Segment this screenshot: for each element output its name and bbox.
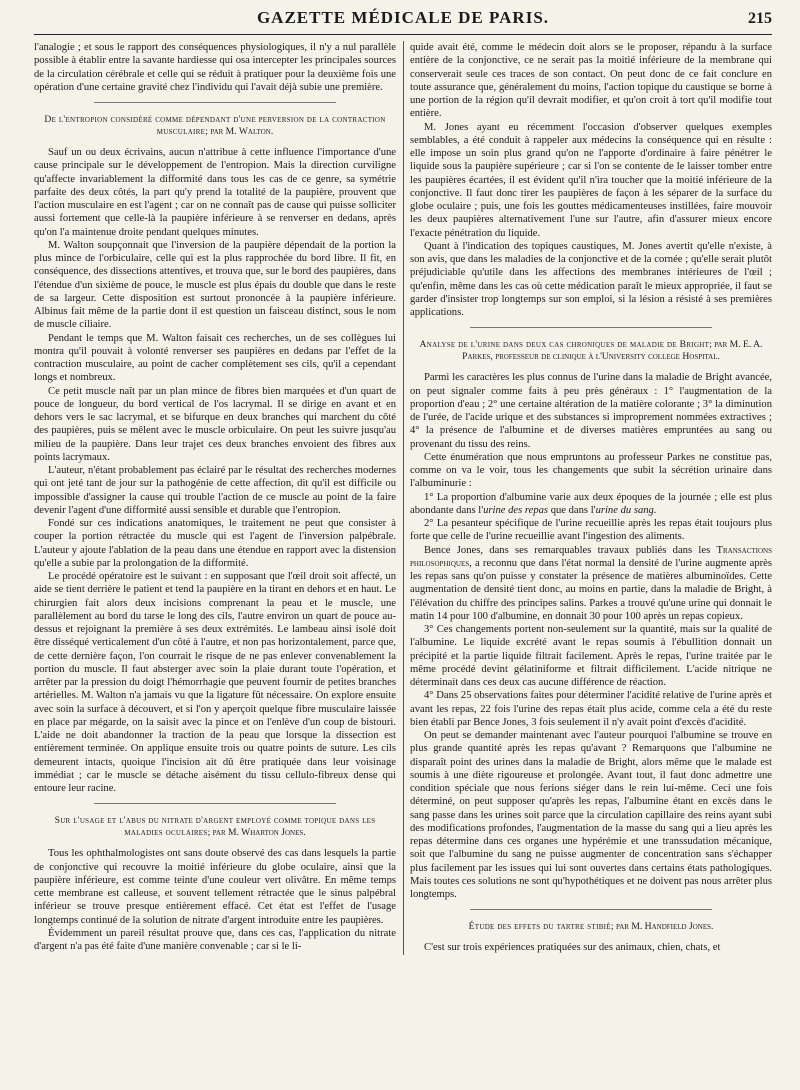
section-heading-nitrate: [34, 815, 396, 839]
list-paragraph: [410, 491, 772, 518]
section-title: Sur l'usage et l'abus du nitrate d'argent employé comme topique dans les maladies oculaires: [54, 815, 376, 839]
section-author: ; par M. Handfield Jones.: [610, 921, 714, 933]
journal-title: GAZETTE MÉDICALE DE PARIS.: [256, 8, 550, 27]
section-heading-tartre: [410, 921, 772, 933]
section-heading-urine: [410, 339, 772, 363]
two-column-body: [34, 41, 772, 955]
paragraph: Pendant le temps que M. Walton faisait ces recherches, un de ses collègues lui montra qu'il pouvait à volonté renverser ses paupières en dedans par l'effet de la contraction musculaire, au point de cacher complètement ses cils, qu'il a cependant longs et nombreux.: [34, 332, 396, 384]
right-column: [410, 41, 772, 955]
paragraph: M. Jones ayant eu récemment l'occasion d'observer quelques exemples semblables, a été conduit à rappeler aux médecins la conséquence qui en résulte : elle impose un soin plus grand qu'on ne l'apporte d'ordinaire à faire pénétrer le liquide sous la paupière supérieure ; car si l'on se contente de le laisser tomber entre les paupières écartées, il est évident qu'il n'ira toucher que la moitié inférieure de la conjonctive. Il faut donc tirer les paupières de façon à les séparer de la surface du globe oculaire ; puis, une fois les gouttes médicamenteuses instillées, faire mouvoir les deux paupières alternativement l'une sur l'autre, afin d'assurer mieux encore l'exacte pénétration du liquide.: [410, 121, 772, 239]
text-run: que dans l': [548, 504, 596, 516]
paragraph: [410, 544, 772, 624]
publication-name: Transactions philosophiques: [410, 544, 772, 569]
running-header: [34, 8, 772, 35]
paragraph: M. Walton soupçonnait que l'inversion de la paupière dépendait de la portion la plus mince de l'orbiculaire, celle qui est la plus rapprochée du bord libre. Il fit, en conséquence, des dissections attentives, et trouva que, sur le bord des paupières, dans l'étendue d'un sixième de pouce, le muscle est plus épais du double que dans le reste de sa largeur. Cette disposition est surtout prononcée à la paupière inférieure. Albinus fait même de la partie dont il est question un faisceau distinct, sous le nom de muscle ciliaire.: [34, 239, 396, 331]
paragraph: Évidemment un pareil résultat prouve que, dans ces cas, l'application du nitrate d'argent n'a pas été faite d'une manière convenable ; car si le li-: [34, 927, 396, 952]
paragraph: Ce petit muscle naît par un plan mince de fibres bien marquées et d'un quart de pouce de longueur, du bord vertical de l'os lacrymal. Il se dirige en avant et en dehors vers le sac lacrymal, et se bifurque en deux branches qui marchent du côté des paupières, puis se mêlent avec le muscle orbiculaire. On peut les suivre jusqu'au milieu de la paupière. Dans leur trajet ces deux branches envoient des fibres aux points lacrymaux.: [34, 385, 396, 463]
paragraph: Tous les ophthalmologistes ont sans doute observé des cas dans lesquels la partie de conjonctive qui recouvre la moitié inférieure du globe oculaire, ainsi que la paupière inférieure, est comme teinte d'une couleur vert olivâtre. En même temps cette membrane est calleuse, et souvent tellement rétractée que le sinus palpébral inférieur se trouve presque entièrement effacé. Cet état est l'effet de l'usage longtemps continué de la solution de nitrate d'argent introduite entre les paupières.: [34, 848, 396, 926]
left-column: [34, 41, 396, 955]
text-run: 1° La proportion d'albumine varie aux deux époques de la journée ; elle est plus abondante dans l': [410, 491, 772, 516]
paragraph: Fondé sur ces indications anatomiques, le traitement ne peut que consister à couper la portion rétractée du muscle qui est l'agent de l'inversion palpébrale. L'auteur y ajoute l'ablation de la peau dans une étendue en rapport avec la distension qu'elle a subie par la prolongation de la difformité.: [34, 518, 396, 569]
section-author: ; par M. E. A. Parkes, professeur de clinique à l'University college Hospital.: [462, 339, 763, 363]
paragraph: Parmi les caractères les plus connus de l'urine dans la maladie de Bright avancée, on peut signaler comme faits à peu près généraux : 1° l'augmentation de la proportion d'eau ; 2° une certaine altération de la matière colorante ; 3° la diminution de l'urée, de l'acide urique et des substances si improprement nommées extractives ; 4° la présence de l'albumine et de diverses matières empruntées au sang ou provenant du tissu des reins.: [410, 372, 772, 450]
text-run: , a reconnu que dans l'état normal la densité de l'urine augmente après les repas sans qu'on puisse y constater la présence de matières albuminoïdes. Cette augmentation de densité tient donc, au moins en partie, dans la maladie de Bright, à l'élévation du chiffre des principes salins. Parkes a trouvé qu'une urine qui donnait le matin 14 pour 100 d'albumine, en donnait 30 pour 100 après un repas copieux.: [410, 557, 772, 622]
italic-term: urine des repas: [483, 504, 549, 516]
paragraph: Sauf un ou deux écrivains, aucun n'attribue à cette influence l'importance d'une cause principale sur le développement de l'entropion. Mais la direction curviligne qu'affecte invariablement la difformité dans tous les cas de ce genre, sa symétrie parfaite des deux côtés, la part qu'y prend la totalité de la paupière, prouvent que l'action musculaire en est l'agent ; car on ne connaît pas de cause qui puisse solliciter aussi fortement que celle-là la paupière inférieure à se renverser en dedans, après qu'on l'a maintenue droite pendant quelques minutes.: [34, 147, 396, 238]
paragraph: Le procédé opératoire est le suivant : en supposant que l'œil droit soit affecté, un aide se tient derrière le patient et tend la paupière en la tirant en dehors et en haut. Le chirurgien fait alors deux incisions comprenant la peau et le muscle, une parallèlement au bord du tarse le long des cils, l'autre environ un quart de pouce au-dessus et rejoignant la première à ses deux extrémités. Le lambeau ainsi isolé doit être disséqué verticalement d'un côté à l'autre, et non pas horizontalement, parce que, de cette dernière façon, l'on courrait le risque de ne pas enlever convenablement la portion du muscle. Il faut absterger avec soin la plaie durant toute l'opération, et arrêter par la pression du doigt l'hémorrhagie que peuvent fournir de petites branches artérielles. M. Walton n'a jamais vu que la ligature fût nécessaire. On explore ensuite avec soin la surface à découvert, et si l'on y aperçoit quelque fibre musculaire laissée en place par mégarde, on la saisit avec la pince et on l'enlève d'un coup de bistouri. L'aide ne doit abandonner la traction de la peau que lorsque la dissection est entièrement terminée. On applique ensuite trois ou quatre points de suture. Les cils demeurent intacts, quoique l'incision ait dû être pratiquée dans leur voisinage immédiat ; car le muscle se détache aisément du tissu cellulo-fibreux dense qui entoure leur racine.: [34, 571, 396, 794]
paragraph: quide avait été, comme le médecin doit alors se le proposer, répandu à la surface entière de la conjonctive, ce ne serait pas la moitié inférieure de la membrane qui conserverait seule ces traces de son contact. On peut donc de ce fait conclure en toute assurance que, généralement du moins, l'action topique du caustique se borne à une portion de la région qu'il devrait modifier, et qu'on croit à tort qu'il modifie tout entière.: [410, 42, 772, 120]
list-paragraph: 2° La pesanteur spécifique de l'urine recueillie après les repas était toujours plus forte que celle de l'urine recueillie avant l'ingestion des aliments.: [410, 518, 772, 543]
section-author: ; par M. Walton.: [205, 126, 274, 137]
section-title: Étude des effets du tartre stibié: [468, 921, 611, 933]
paragraph: C'est sur trois expériences pratiquées sur des animaux, chien, chats, et: [424, 942, 721, 954]
section-rule: [470, 909, 712, 911]
paragraph: l'analogie ; et sous le rapport des conséquences physiologiques, il n'y a nul parallèle possible à établir entre la savante hardiesse qui osa intercepter les principales sources de la circulation cérébrale et celle qui se réduit à pratiquer pour la deuxième fois une opération d'une certaine gravité chez l'individu qui l'avait déjà subie une première.: [34, 42, 396, 93]
page-number: 215: [748, 10, 772, 27]
section-rule: [470, 327, 712, 329]
paragraph: Quant à l'indication des topiques caustiques, M. Jones avertit qu'elle n'existe, à son avis, que dans les maladies de la conjonctive et de la cornée ; qu'elle serait plutôt préjudiciable qu'utile dans les affections des membranes intérieures de l'œil ; qu'enfin, même dans les cas où cette médication paraît le mieux appropriée, il faut se garder d'insister trop longtemps sur son emploi, si la lésion a résisté à ses premières applications.: [410, 240, 772, 318]
section-rule: [94, 803, 336, 805]
paragraph: Cette énumération que nous empruntons au professeur Parkes ne constitue pas, comme on va le voir, tous les changements que subit la sécrétion urinaire dans l'albuminurie :: [410, 451, 772, 490]
text-run: Bence Jones, dans ses remarquables travaux publiés dans les: [424, 544, 717, 556]
paragraph: On peut se demander maintenant avec l'auteur pourquoi l'albumine se trouve en plus grande quantité après les repas qu'avant ? Remarquons que l'albumine ne disparaît point des urines dans la maladie de Bright, alors même que le malade est soumis à une diète rigoureuse et prolongée. Avant tout, il faut donc admettre une condition spéciale que nous ferions siéger dans le rein lui-même. Ceci une fois déterminé, on peut supposer qu'après les repas, l'albumine étant en excès dans le sang passe dans les urines soit parce que la circulation capillaire des reins ayant subi des modifications profondes, l'augmentation de la masse du sang qui a lieu après les repas détermine dans ces organes une hypérémie et une transsudation mécanique, soit que l'albumine du sang ne puisse augmenter de concentration sans s'échapper plus facilement par les issues qui lui sont ouvertes dans certains états pathologiques. Mais toutes ces solutions ne sont qu'hypothétiques et ne doivent pas nous arrêter plus longtemps.: [410, 730, 772, 900]
paragraph: L'auteur, n'étant probablement pas éclairé par le résultat des recherches modernes qui ont jeté tant de jour sur la pathogénie de cette affection, dit qu'il est difficile ou impossible d'assigner la cause qui trouble l'action de ce muscle au point de la faire devenir l'agent d'une difformité aussi sensible et durable que l'entropion.: [34, 465, 396, 516]
section-heading-entropion: [34, 114, 396, 138]
section-title: De l'entropion considéré comme dépendant d'une perversion de la contraction musculaire: [44, 114, 386, 137]
section-rule: [94, 102, 336, 104]
list-paragraph: 4° Dans 25 observations faites pour déterminer l'acidité relative de l'urine après et avant les repas, 22 fois l'urine des repas était plus acide, comme cela a été du reste bien établi par Bence Jones, 3 fois seulement il n'y avait point d'excès d'acidité.: [410, 690, 772, 728]
italic-term: urine du sang.: [595, 504, 657, 516]
section-author: ; par M. Wharton Jones.: [207, 827, 306, 839]
list-paragraph: 3° Ces changements portent non-seulement sur la quantité, mais sur la qualité de l'albumine. Le liquide excrété avant le repas soumis à l'ébullition donnait un précipité et la partie liquide filtrait facilement. Après le repas, l'urine traitée par le même procédé devint gélatiniforme et filtrait difficilement. L'acide nitrique ne déterminait dans ces deux cas aucune différence de réaction.: [410, 624, 772, 688]
section-title: Analyse de l'urine dans deux cas chroniques de maladie de Bright: [419, 339, 710, 351]
